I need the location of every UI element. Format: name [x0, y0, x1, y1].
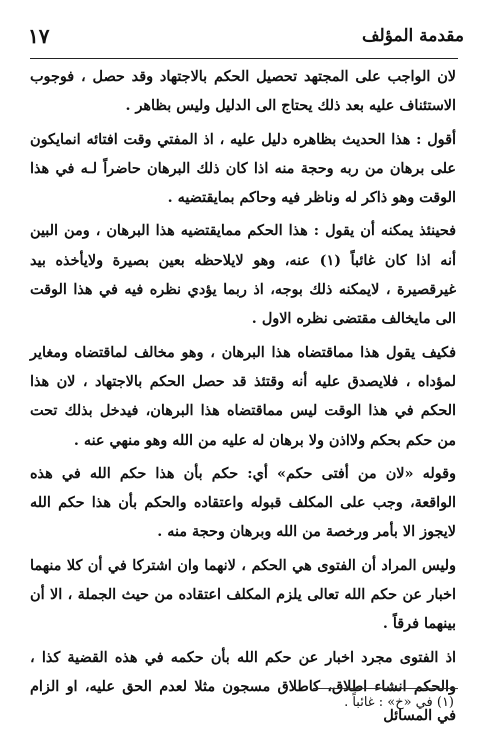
footnote: (١) في «خ» : غائباً .	[344, 695, 454, 710]
paragraph: وقوله «لان من أفتى حكم» أي: حكم بأن هذا حكم الله في هذه الواقعة، وجب على المكلف قبوله واعتقاده والحكم بأن هذا حكم الله لايجوز الا بأمر ورخصة من الله وبرهان وحجة منه .	[30, 464, 456, 541]
page-title: مقدمة المؤلف	[361, 26, 464, 46]
page-number: ١٧	[28, 24, 50, 48]
footnote-divider	[313, 688, 458, 689]
header-divider	[30, 58, 458, 59]
page-header	[28, 22, 464, 54]
paragraph: فكيف يقول هذا مماقتضاه هذا البرهان ، وهو مخالف لماقتضاه ومغاير لمؤداه ، فلايصدق عليه أنه وقتئذ قد حصل الحكم بالاجتهاد ، لان هذا الحكم في هذا الوقت ليس مماقتضاه هذا البرهان، فيدخل بذلك تحت من حكم بحكم ولااذن ولا برهان له عليه من الله وهو منهي عنه .	[30, 343, 456, 449]
paragraph: لان الواجب على المجتهد تحصيل الحكم بالاجتهاد وقد حصل ، فوجوب الاستئناف عليه بعد ذلك يحتاج الى الدليل وليس بظاهر .	[30, 68, 456, 115]
paragraph: أقول : هذا الحديث بظاهره دليل عليه ، اذ المفتي وقت افتائه انمايكون على برهان من ربه وحجة منه اذا كان ذلك البرهان حاضراً لـه في هذا الوقت وهو ذاكر له وناظر فيه وحاكم بمايقتضيه .	[30, 130, 456, 207]
body-text	[30, 62, 456, 735]
paragraph: فحينئذ يمكنه أن يقول : هذا الحكم ممايقتضيه هذا البرهان ، ومن البين أنه اذا كان غائباً (١) عنه، وهو لايلاحظه بعين بصيرة ولايأخذه بيد غيرقصيرة ، لايمكنه ذلك بوجه، اذ ربما يؤدي نظره فيه في هذا الوقت الى مايخالف مقتضى نظره الاول .	[30, 222, 457, 328]
paragraph: وليس المراد أن الفتوى هي الحكم ، لانهما وان اشتركا في أن كلا منهما اخبار عن حكم الله تعالى يلزم المكلف اعتقاده من حيث الجملة ، الا أن بينهما فرقاً .	[30, 556, 456, 633]
paragraph: اذ الفتوى مجرد اخبار عن حكم الله بأن حكمه في هذه القضية كذا ، والحكم انشاء اطلاق، كاطلاق مسجون مثلا لعدم الحق عليه، او الزام في المسائل	[30, 648, 456, 725]
